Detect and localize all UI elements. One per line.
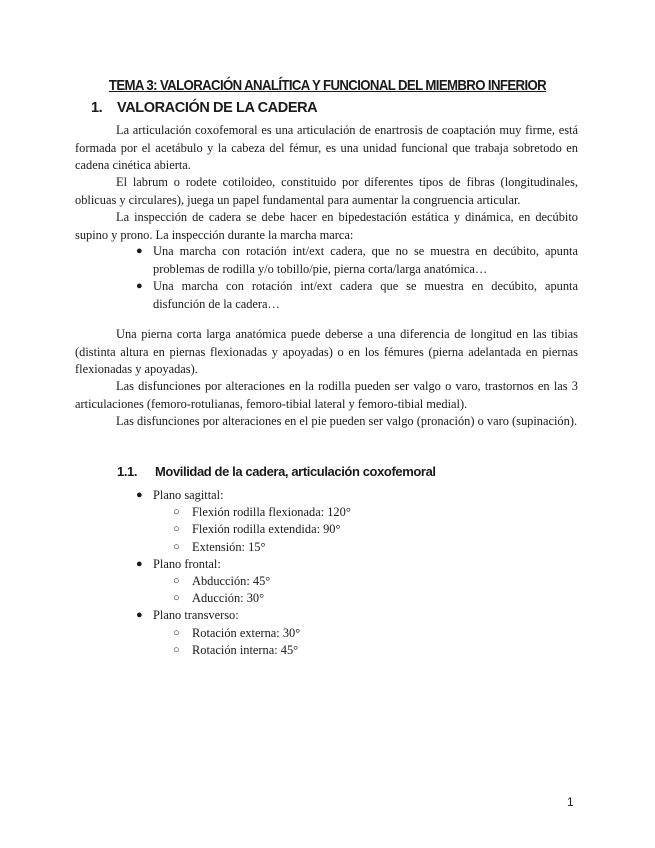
bullet-icon: ● bbox=[136, 489, 143, 501]
range-item bbox=[173, 573, 351, 590]
paragraph: El labrum o rodete cotiloideo, constituido por diferentes tipos de fibras (longitudinales, oblicuas y circulares), juega un papel fundamental para aumentar la congruencia articular. bbox=[75, 175, 578, 207]
list-item-text: Una marcha con rotación int/ext cadera que se muestra en decúbito, apunta disfunción de la cadera… bbox=[153, 279, 578, 311]
plane-label: Plano transverso: bbox=[153, 608, 239, 623]
range-item bbox=[173, 521, 351, 538]
paragraph: La inspección de cadera se debe hacer en bipedestación estática y dinámica, en decúbito supino y prono. La inspección durante la marcha marca: bbox=[75, 210, 578, 242]
bullet-icon: ● bbox=[136, 280, 143, 292]
plane-item bbox=[134, 607, 351, 659]
paragraph: Las disfunciones por alteraciones en la rodilla pueden ser valgo o varo, trastornos en las 3 articulaciones (femoro-rotulianas, femoro-tibial lateral y femoro-tibial medial). bbox=[75, 379, 578, 411]
document-title: TEMA 3: VALORACIÓN ANALÍTICA Y FUNCIONAL DEL MIEMBRO INFERIOR bbox=[108, 77, 547, 94]
circle-bullet-icon: ○ bbox=[173, 575, 180, 588]
circle-bullet-icon: ○ bbox=[173, 592, 180, 605]
range-list bbox=[153, 504, 351, 556]
range-item bbox=[173, 590, 351, 607]
circle-bullet-icon: ○ bbox=[173, 523, 180, 536]
range-text: Abducción: 45° bbox=[192, 574, 271, 589]
range-text: Extensión: 15° bbox=[192, 539, 266, 554]
range-list bbox=[153, 573, 351, 607]
section-heading-1 bbox=[91, 100, 317, 116]
list-item-text: Una marcha con rotación int/ext cadera, que no se muestra en decúbito, apunta problemas de rodilla y/o tobillo/pie, pierna corta/larga anatómica… bbox=[153, 244, 578, 276]
subsection-heading bbox=[117, 464, 436, 479]
paragraph: Una pierna corta larga anatómica puede deberse a una diferencia de longitud en las tibias (distinta altura en piernas flexionadas y apoyadas) o en los fémures (pierna adelantada en piernas flexionadas y apoyadas). bbox=[75, 327, 578, 376]
plane-label: Plano sagittal: bbox=[153, 488, 224, 502]
section-number: 1. bbox=[91, 100, 103, 116]
bullet-icon: ● bbox=[136, 245, 143, 257]
circle-bullet-icon: ○ bbox=[173, 540, 180, 553]
circle-bullet-icon: ○ bbox=[173, 506, 180, 519]
paragraph: La articulación coxofemoral es una articulación de enartrosis de coaptación muy firme, está formada por el acetábulo y la cabeza del fémur, es una unidad funcional que trabaja sobretodo en cadena cinética abierta. bbox=[75, 123, 578, 172]
list-item bbox=[134, 278, 578, 313]
range-list bbox=[153, 625, 351, 659]
plane-item bbox=[134, 487, 351, 556]
range-text: Flexión rodilla flexionada: 120° bbox=[192, 505, 351, 520]
paragraph: Las disfunciones por alteraciones en el pie pueden ser valgo (pronación) o varo (supinación). bbox=[116, 414, 578, 428]
circle-bullet-icon: ○ bbox=[173, 626, 180, 639]
range-item bbox=[173, 642, 351, 659]
list-item bbox=[134, 243, 578, 278]
range-item bbox=[173, 625, 351, 642]
plane-item bbox=[134, 556, 351, 608]
bullet-icon: ● bbox=[136, 557, 143, 570]
page-number: 1 bbox=[567, 795, 574, 809]
circle-bullet-icon: ○ bbox=[173, 643, 180, 656]
bullet-icon: ● bbox=[136, 609, 143, 622]
subsection-number: 1.1. bbox=[117, 464, 138, 479]
range-text: Aducción: 30° bbox=[192, 591, 265, 606]
bullet-list bbox=[134, 243, 578, 313]
range-item bbox=[173, 539, 351, 556]
range-text: Flexión rodilla extendida: 90° bbox=[192, 522, 341, 537]
range-text: Rotación interna: 45° bbox=[192, 642, 299, 657]
section-title: VALORACIÓN DE LA CADERA bbox=[117, 100, 318, 116]
mobility-list bbox=[134, 487, 351, 659]
range-item bbox=[173, 504, 351, 521]
subsection-title: Movilidad de la cadera, articulación coxofemoral bbox=[155, 464, 436, 479]
plane-label: Plano frontal: bbox=[153, 556, 221, 571]
range-text: Rotación externa: 30° bbox=[192, 625, 301, 640]
